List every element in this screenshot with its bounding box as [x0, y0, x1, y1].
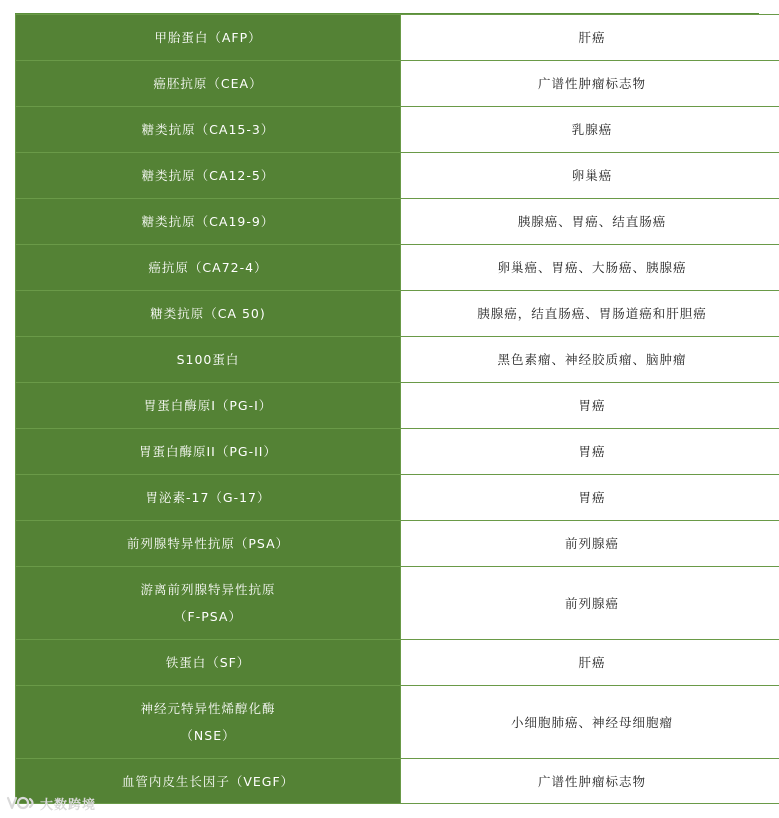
watermark	[6, 793, 96, 813]
cancer-type-cell: 肝癌	[401, 640, 779, 686]
marker-name-cell: S100蛋白	[16, 337, 401, 383]
marker-name-cell: 前列腺特异性抗原（PSA）	[16, 521, 401, 567]
cancer-type-cell: 卵巢癌、胃癌、大肠癌、胰腺癌	[401, 245, 779, 291]
table-row	[16, 475, 779, 521]
table-row	[16, 521, 779, 567]
cancer-type-cell: 胃癌	[401, 475, 779, 521]
cancer-type-cell: 肝癌	[401, 15, 779, 61]
cancer-type-cell: 黑色素瘤、神经胶质瘤、脑肿瘤	[401, 337, 779, 383]
marker-name-cell: 糖类抗原（CA 50)	[16, 291, 401, 337]
marker-name-line: 游离前列腺特异性抗原	[140, 582, 276, 597]
marker-name-cell: 糖类抗原（CA12-5）	[16, 153, 401, 199]
marker-name-cell: 胃泌素-17（G-17）	[16, 475, 401, 521]
cancer-type-cell: 乳腺癌	[401, 107, 779, 153]
brand-logo-icon	[6, 795, 36, 811]
marker-name-cell: 癌胚抗原（CEA）	[16, 61, 401, 107]
cancer-type-cell: 广谱性肿瘤标志物	[401, 61, 779, 107]
cancer-type-cell: 前列腺癌	[401, 567, 779, 640]
table-row	[16, 567, 779, 640]
marker-name-cell: 铁蛋白（SF）	[16, 640, 401, 686]
marker-name-cell: 胃蛋白酶原II（PG-II）	[16, 429, 401, 475]
table-row	[16, 759, 779, 804]
watermark-text: 大数跨境	[40, 797, 97, 813]
table-row	[16, 153, 779, 199]
marker-table-container	[15, 13, 759, 804]
marker-name-line: （NSE）	[180, 728, 236, 743]
cancer-type-cell: 小细胞肺癌、神经母细胞瘤	[401, 686, 779, 759]
marker-name-line: 神经元特异性烯醇化酶	[140, 701, 276, 716]
marker-name-cell	[16, 567, 401, 640]
marker-name-cell	[16, 686, 401, 759]
marker-name-cell: 糖类抗原（CA15-3）	[16, 107, 401, 153]
table-row	[16, 337, 779, 383]
table-row	[16, 291, 779, 337]
marker-name-cell: 胃蛋白酶原I（PG-I）	[16, 383, 401, 429]
cancer-type-cell: 前列腺癌	[401, 521, 779, 567]
table-row	[16, 107, 779, 153]
table-row	[16, 383, 779, 429]
marker-name-line: （F-PSA）	[174, 609, 242, 624]
table-row	[16, 15, 779, 61]
marker-name-cell: 糖类抗原（CA19-9）	[16, 199, 401, 245]
cancer-type-cell: 卵巢癌	[401, 153, 779, 199]
marker-name-cell: 血管内皮生长因子（VEGF）	[16, 759, 401, 804]
marker-name-cell: 癌抗原（CA72-4）	[16, 245, 401, 291]
table-row	[16, 429, 779, 475]
cancer-type-cell: 胃癌	[401, 383, 779, 429]
table-row	[16, 199, 779, 245]
cancer-type-cell: 胃癌	[401, 429, 779, 475]
cancer-type-cell: 胰腺癌，结直肠癌、胃肠道癌和肝胆癌	[401, 291, 779, 337]
table-row	[16, 686, 779, 759]
table-row	[16, 245, 779, 291]
tumor-marker-table	[15, 14, 779, 804]
table-row	[16, 640, 779, 686]
cancer-type-cell: 胰腺癌、胃癌、结直肠癌	[401, 199, 779, 245]
table-row	[16, 61, 779, 107]
cancer-type-cell: 广谱性肿瘤标志物	[401, 759, 779, 804]
marker-name-cell: 甲胎蛋白（AFP）	[16, 15, 401, 61]
